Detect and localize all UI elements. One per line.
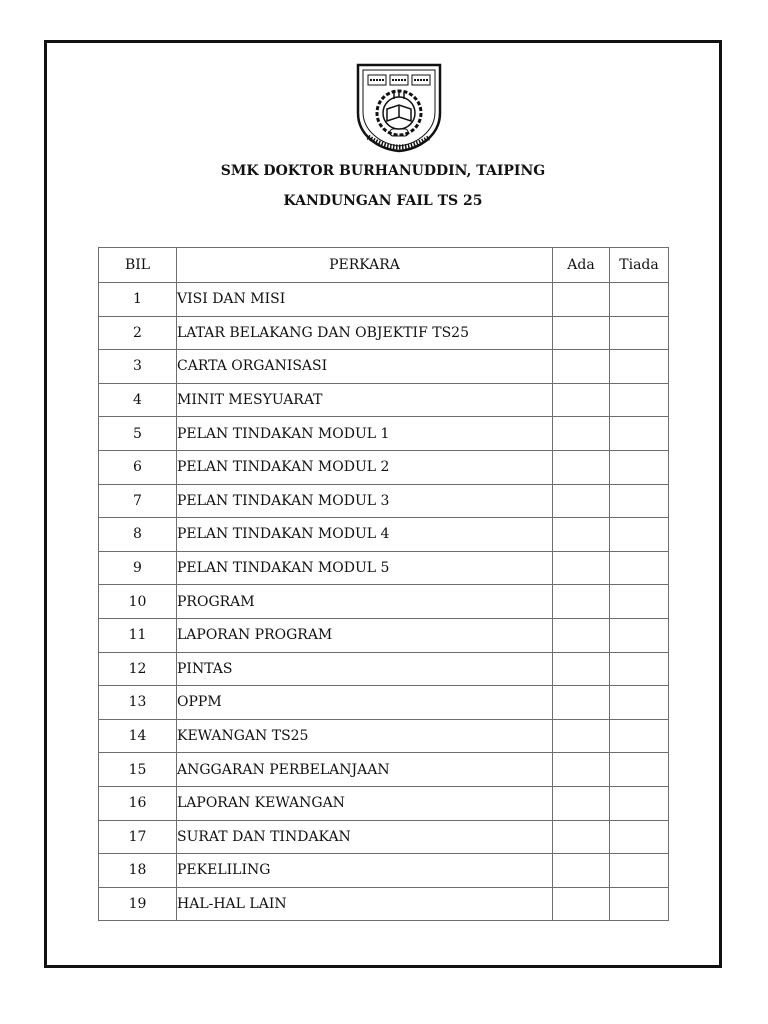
row-item-cell: LATAR BELAKANG DAN OBJEKTIF TS25 <box>177 316 553 350</box>
tiada-checkbox-cell[interactable] <box>610 820 669 854</box>
tiada-checkbox-cell[interactable] <box>610 484 669 518</box>
row-number-cell: 13 <box>99 686 177 720</box>
ada-checkbox-cell[interactable] <box>553 585 610 619</box>
ada-checkbox-cell[interactable] <box>553 417 610 451</box>
school-crest-icon <box>354 61 444 153</box>
ada-checkbox-cell[interactable] <box>553 887 610 921</box>
tiada-checkbox-cell[interactable] <box>610 551 669 585</box>
ada-checkbox-cell[interactable] <box>553 450 610 484</box>
row-item-cell: PELAN TINDAKAN MODUL 5 <box>177 551 553 585</box>
row-number-cell: 14 <box>99 719 177 753</box>
row-number-cell: 8 <box>99 518 177 552</box>
row-item-cell: OPPM <box>177 686 553 720</box>
row-item-cell: MINIT MESYUARAT <box>177 383 553 417</box>
table-row <box>99 350 669 384</box>
row-number-cell: 2 <box>99 316 177 350</box>
table-row <box>99 417 669 451</box>
contents-table <box>98 247 669 921</box>
row-item-cell: PELAN TINDAKAN MODUL 4 <box>177 518 553 552</box>
tiada-checkbox-cell[interactable] <box>610 450 669 484</box>
row-item-cell: LAPORAN KEWANGAN <box>177 786 553 820</box>
table-row <box>99 450 669 484</box>
row-number-cell: 17 <box>99 820 177 854</box>
ada-checkbox-cell[interactable] <box>553 383 610 417</box>
row-item-cell: PELAN TINDAKAN MODUL 3 <box>177 484 553 518</box>
row-item-cell: PROGRAM <box>177 585 553 619</box>
tiada-checkbox-cell[interactable] <box>610 383 669 417</box>
row-item-cell: PEKELILING <box>177 854 553 888</box>
tiada-checkbox-cell[interactable] <box>610 585 669 619</box>
ada-checkbox-cell[interactable] <box>553 316 610 350</box>
tiada-checkbox-cell[interactable] <box>610 854 669 888</box>
row-number-cell: 6 <box>99 450 177 484</box>
row-number-cell: 19 <box>99 887 177 921</box>
tiada-checkbox-cell[interactable] <box>610 417 669 451</box>
ada-checkbox-cell[interactable] <box>553 484 610 518</box>
row-number-cell: 15 <box>99 753 177 787</box>
tiada-checkbox-cell[interactable] <box>610 719 669 753</box>
row-item-cell: PELAN TINDAKAN MODUL 2 <box>177 450 553 484</box>
tiada-checkbox-cell[interactable] <box>610 786 669 820</box>
row-number-cell: 5 <box>99 417 177 451</box>
table-body <box>99 283 669 921</box>
ada-checkbox-cell[interactable] <box>553 820 610 854</box>
tiada-checkbox-cell[interactable] <box>610 686 669 720</box>
row-item-cell: ANGGARAN PERBELANJAAN <box>177 753 553 787</box>
table-row <box>99 618 669 652</box>
tiada-checkbox-cell[interactable] <box>610 316 669 350</box>
header-bil: BIL <box>99 248 177 283</box>
row-number-cell: 1 <box>99 283 177 317</box>
tiada-checkbox-cell[interactable] <box>610 887 669 921</box>
table-row <box>99 786 669 820</box>
ada-checkbox-cell[interactable] <box>553 283 610 317</box>
ada-checkbox-cell[interactable] <box>553 518 610 552</box>
ada-checkbox-cell[interactable] <box>553 854 610 888</box>
row-item-cell: PELAN TINDAKAN MODUL 1 <box>177 417 553 451</box>
row-number-cell: 16 <box>99 786 177 820</box>
table-row <box>99 484 669 518</box>
row-item-cell: LAPORAN PROGRAM <box>177 618 553 652</box>
header-perkara: PERKARA <box>177 248 553 283</box>
row-item-cell: KEWANGAN TS25 <box>177 719 553 753</box>
header-ada: Ada <box>553 248 610 283</box>
row-number-cell: 10 <box>99 585 177 619</box>
ada-checkbox-cell[interactable] <box>553 652 610 686</box>
school-name: SMK DOKTOR BURHANUDDIN, TAIPING <box>220 163 546 179</box>
tiada-checkbox-cell[interactable] <box>610 652 669 686</box>
ada-checkbox-cell[interactable] <box>553 753 610 787</box>
ada-checkbox-cell[interactable] <box>553 719 610 753</box>
ada-checkbox-cell[interactable] <box>553 551 610 585</box>
table-row <box>99 585 669 619</box>
table-row <box>99 316 669 350</box>
row-item-cell: HAL-HAL LAIN <box>177 887 553 921</box>
table-row <box>99 383 669 417</box>
row-number-cell: 9 <box>99 551 177 585</box>
table-row <box>99 518 669 552</box>
tiada-checkbox-cell[interactable] <box>610 618 669 652</box>
tiada-checkbox-cell[interactable] <box>610 753 669 787</box>
ada-checkbox-cell[interactable] <box>553 618 610 652</box>
row-number-cell: 3 <box>99 350 177 384</box>
table-row <box>99 854 669 888</box>
table-row <box>99 753 669 787</box>
row-number-cell: 7 <box>99 484 177 518</box>
row-number-cell: 12 <box>99 652 177 686</box>
document-title: KANDUNGAN FAIL TS 25 <box>283 193 483 209</box>
header-tiada: Tiada <box>610 248 669 283</box>
tiada-checkbox-cell[interactable] <box>610 350 669 384</box>
table-row <box>99 652 669 686</box>
row-number-cell: 18 <box>99 854 177 888</box>
ada-checkbox-cell[interactable] <box>553 686 610 720</box>
tiada-checkbox-cell[interactable] <box>610 283 669 317</box>
row-number-cell: 4 <box>99 383 177 417</box>
row-number-cell: 11 <box>99 618 177 652</box>
table-row <box>99 719 669 753</box>
table-row <box>99 686 669 720</box>
row-item-cell: CARTA ORGANISASI <box>177 350 553 384</box>
table-row <box>99 283 669 317</box>
row-item-cell: PINTAS <box>177 652 553 686</box>
table-header-row <box>99 248 669 283</box>
document-frame <box>44 40 722 968</box>
row-item-cell: VISI DAN MISI <box>177 283 553 317</box>
ada-checkbox-cell[interactable] <box>553 350 610 384</box>
table-row <box>99 887 669 921</box>
row-item-cell: SURAT DAN TINDAKAN <box>177 820 553 854</box>
ada-checkbox-cell[interactable] <box>553 786 610 820</box>
tiada-checkbox-cell[interactable] <box>610 518 669 552</box>
table-row <box>99 820 669 854</box>
table-row <box>99 551 669 585</box>
